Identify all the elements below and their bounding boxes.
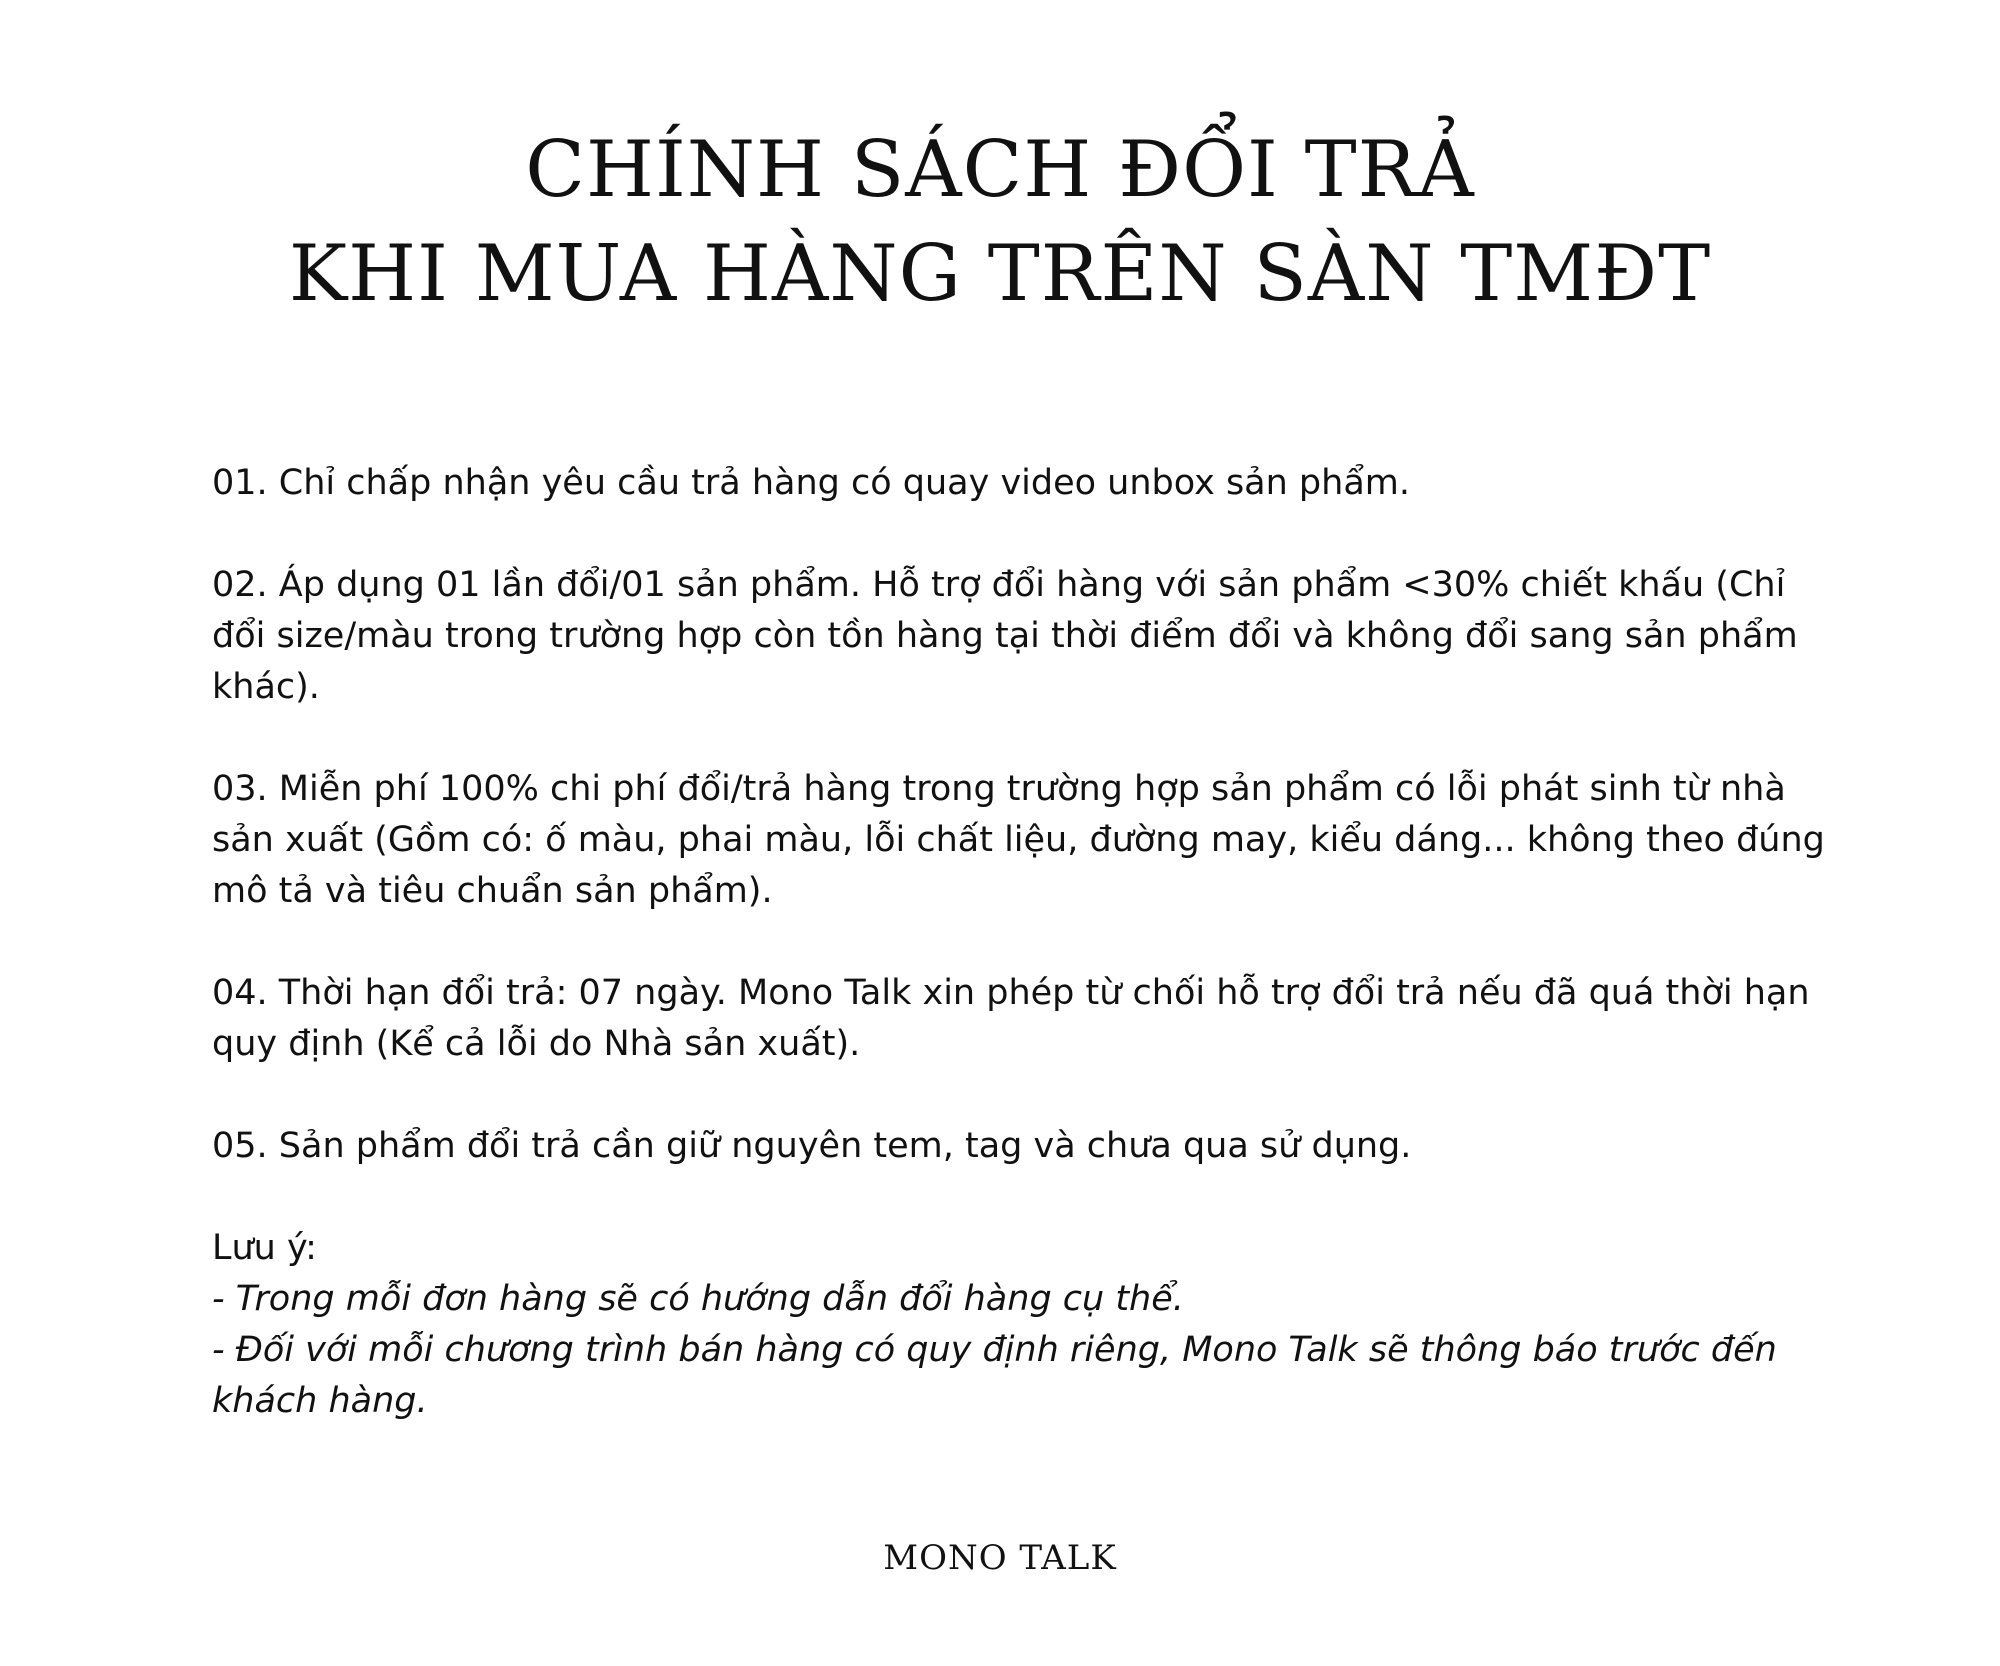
title-line-1: CHÍNH SÁCH ĐỔI TRẢ <box>525 125 1475 215</box>
policy-item-02: 02. Áp dụng 01 lần đổi/01 sản phẩm. Hỗ trợ đổi hàng với sản phẩm <30% chiết khấu (Chỉ đổi size/màu trong trường hợp còn tồn hàng tại thời điểm đổi và không đổi sang sản phẩm khác). <box>212 565 1798 707</box>
brand-footer: MONO TALK <box>883 1538 1117 1578</box>
policy-item-05: 05. Sản phẩm đổi trả cần giữ nguyên tem, tag và chưa qua sử dụng. <box>212 1126 1412 1166</box>
policy-item-04: 04. Thời hạn đổi trả: 07 ngày. Mono Talk xin phép từ chối hỗ trợ đổi trả nếu đã quá thời hạn quy định (Kể cả lỗi do Nhà sản xuất). <box>212 973 1810 1064</box>
note-heading: Lưu ý: <box>212 1228 317 1268</box>
note-line-1: - Trong mỗi đơn hàng sẽ có hướng dẫn đổi hàng cụ thể. <box>212 1279 1184 1319</box>
title-line-2: KHI MUA HÀNG TRÊN SÀN TMĐT <box>288 229 1712 319</box>
policy-item-01: 01. Chỉ chấp nhận yêu cầu trả hàng có quay video unbox sản phẩm. <box>212 463 1410 503</box>
page-title <box>0 118 2000 326</box>
note-line-2: - Đối với mỗi chương trình bán hàng có quy định riêng, Mono Talk sẽ thông báo trước đến khách hàng. <box>212 1330 1777 1421</box>
policy-item-03: 03. Miễn phí 100% chi phí đổi/trả hàng trong trường hợp sản phẩm có lỗi phát sinh từ nhà sản xuất (Gồm có: ố màu, phai màu, lỗi chất liệu, đường may, kiểu dáng... không theo đúng mô tả và tiêu chuẩn sản phẩm). <box>212 769 1825 911</box>
note-section <box>212 1223 1832 1427</box>
policy-content <box>212 458 1832 1427</box>
